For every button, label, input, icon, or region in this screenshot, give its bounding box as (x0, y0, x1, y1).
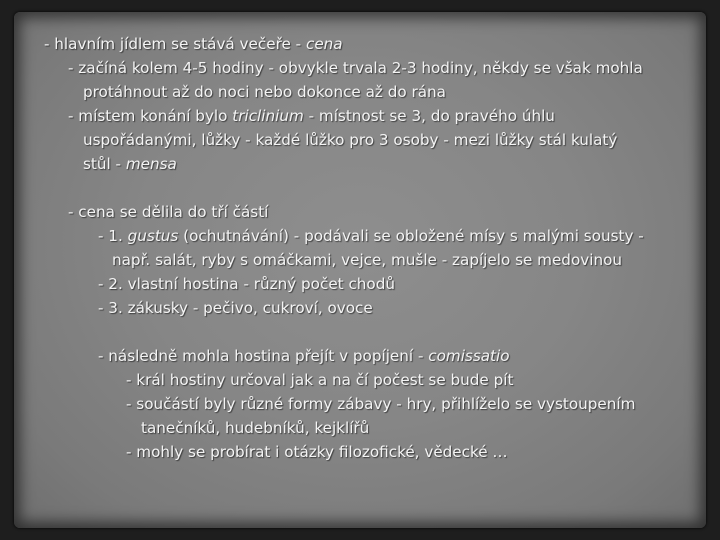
text-line: - místem konání bylo triclinium - místnost se 3, do pravého úhlu (68, 107, 555, 125)
text-line: - mohly se probírat i otázky filozofické, vědecké … (126, 443, 508, 461)
text-line: - hlavním jídlem se stává večeře - cena (44, 35, 343, 53)
text-line: - 2. vlastní hostina - různý počet chodů (98, 275, 395, 293)
text-line: - 1. gustus (ochutnávání) - podávali se obložené mísy s malými sousty - (98, 227, 644, 245)
text-line: stůl - mensa (83, 155, 177, 173)
text-line: - začíná kolem 4-5 hodiny - obvykle trvala 2-3 hodiny, někdy se však mohla (68, 59, 643, 77)
text-line: např. salát, ryby s omáčkami, vejce, mušle - zapíjelo se medovinou (112, 251, 622, 269)
text-line: protáhnout až do noci nebo dokonce až do rána (83, 83, 446, 101)
text-line: uspořádanými, lůžky - každé lůžko pro 3 osoby - mezi lůžky stál kulatý (83, 131, 618, 149)
text-line: - 3. zákusky - pečivo, cukroví, ovoce (98, 299, 373, 317)
text-line: - následně mohla hostina přejít v popíjení - comissatio (98, 347, 510, 365)
text-line: - cena se dělila do tří částí (68, 203, 269, 221)
text-line: tanečníků, hudebníků, kejklířů (141, 419, 370, 437)
text-line: - král hostiny určoval jak a na čí počest se bude pít (126, 371, 514, 389)
text-line: - součástí byly různé formy zábavy - hry, přihlíželo se vystoupením (126, 395, 636, 413)
